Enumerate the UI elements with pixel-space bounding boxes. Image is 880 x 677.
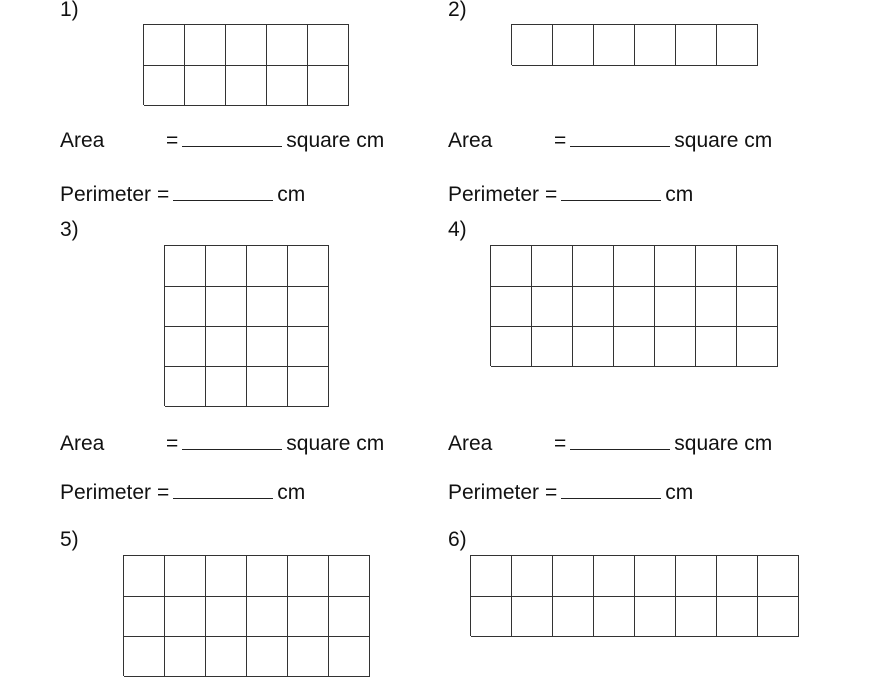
grid-cell <box>165 636 206 677</box>
grid-cell <box>655 326 696 367</box>
grid-cell <box>696 286 737 327</box>
grid-cell <box>206 596 247 637</box>
grid-cell <box>124 636 165 677</box>
grid-cell <box>655 286 696 327</box>
grid-cell <box>553 556 594 597</box>
area-line-4 <box>448 431 772 456</box>
grid-cell <box>676 556 717 597</box>
equals-sign: = <box>554 432 567 455</box>
perimeter-unit: cm <box>665 481 694 504</box>
grid-cell <box>532 286 573 327</box>
grid-cell <box>288 596 329 637</box>
perimeter-answer-blank[interactable] <box>561 182 661 201</box>
grid-cell <box>635 25 676 66</box>
grid-problem-1 <box>143 24 349 105</box>
grid-cell <box>553 596 594 637</box>
grid-cell <box>308 65 349 106</box>
grid-cell <box>491 286 532 327</box>
grid-cell <box>144 25 185 66</box>
problem-number-1: 1) <box>60 0 79 21</box>
grid-cell <box>614 246 655 287</box>
area-label: Area <box>60 432 105 455</box>
grid-cell <box>185 25 226 66</box>
grid-cell <box>267 25 308 66</box>
grid-cell <box>247 286 288 327</box>
perimeter-line-1 <box>60 182 305 207</box>
area-unit: square cm <box>286 432 385 455</box>
grid-cell <box>471 556 512 597</box>
area-answer-blank[interactable] <box>570 128 670 147</box>
grid-cell <box>165 366 206 407</box>
area-unit: square cm <box>286 129 385 152</box>
grid-cell <box>124 556 165 597</box>
area-unit: square cm <box>674 129 773 152</box>
grid-cell <box>165 596 206 637</box>
area-line-1 <box>60 128 384 153</box>
grid-cell <box>206 326 247 367</box>
grid-cell <box>329 556 370 597</box>
grid-problem-5 <box>123 555 370 676</box>
grid-cell <box>758 556 799 597</box>
equals-sign: = <box>545 183 558 206</box>
grid-cell <box>737 326 778 367</box>
grid-cell <box>288 366 329 407</box>
grid-cell <box>206 286 247 327</box>
perimeter-label: Perimeter <box>448 183 540 206</box>
grid-cell <box>124 596 165 637</box>
grid-cell <box>573 326 614 367</box>
area-label: Area <box>60 129 105 152</box>
grid-cell <box>165 556 206 597</box>
perimeter-unit: cm <box>277 481 306 504</box>
grid-cell <box>717 596 758 637</box>
grid-cell <box>247 556 288 597</box>
equals-sign: = <box>157 481 170 504</box>
grid-cell <box>288 286 329 327</box>
grid-cell <box>288 326 329 367</box>
grid-cell <box>308 25 349 66</box>
grid-problem-3 <box>164 245 329 406</box>
grid-cell <box>737 286 778 327</box>
area-answer-blank[interactable] <box>570 431 670 450</box>
perimeter-unit: cm <box>277 183 306 206</box>
grid-cell <box>206 636 247 677</box>
grid-cell <box>165 286 206 327</box>
area-answer-blank[interactable] <box>182 128 282 147</box>
problem-number-3: 3) <box>60 218 79 241</box>
area-line-2 <box>448 128 772 153</box>
area-label: Area <box>448 432 493 455</box>
grid-cell <box>288 246 329 287</box>
grid-cell <box>594 25 635 66</box>
problem-number-6: 6) <box>448 528 467 551</box>
grid-cell <box>512 596 553 637</box>
grid-cell <box>491 246 532 287</box>
grid-cell <box>288 556 329 597</box>
area-label: Area <box>448 129 493 152</box>
grid-cell <box>471 596 512 637</box>
grid-cell <box>594 596 635 637</box>
perimeter-label: Perimeter <box>60 183 152 206</box>
problem-number-5: 5) <box>60 528 79 551</box>
grid-cell <box>206 556 247 597</box>
grid-cell <box>696 246 737 287</box>
area-line-3 <box>60 431 384 456</box>
grid-cell <box>247 636 288 677</box>
grid-cell <box>532 246 573 287</box>
grid-cell <box>717 556 758 597</box>
grid-cell <box>758 596 799 637</box>
grid-cell <box>553 25 594 66</box>
grid-cell <box>165 326 206 367</box>
grid-cell <box>737 246 778 287</box>
perimeter-line-2 <box>448 182 693 207</box>
grid-cell <box>676 596 717 637</box>
perimeter-label: Perimeter <box>60 481 152 504</box>
grid-cell <box>226 25 267 66</box>
perimeter-answer-blank[interactable] <box>173 182 273 201</box>
grid-cell <box>247 326 288 367</box>
equals-sign: = <box>157 183 170 206</box>
grid-cell <box>206 366 247 407</box>
grid-cell <box>185 65 226 106</box>
equals-sign: = <box>554 129 567 152</box>
grid-cell <box>165 246 206 287</box>
grid-cell <box>614 326 655 367</box>
grid-cell <box>206 246 247 287</box>
perimeter-line-3 <box>60 480 305 505</box>
perimeter-answer-blank[interactable] <box>173 480 273 499</box>
grid-cell <box>594 556 635 597</box>
grid-problem-2 <box>511 24 758 65</box>
area-unit: square cm <box>674 432 773 455</box>
grid-cell <box>144 65 185 106</box>
grid-problem-4 <box>490 245 778 366</box>
grid-cell <box>329 596 370 637</box>
equals-sign: = <box>166 432 179 455</box>
problem-number-4: 4) <box>448 218 467 241</box>
grid-problem-6 <box>470 555 799 636</box>
grid-cell <box>655 246 696 287</box>
grid-cell <box>267 65 308 106</box>
grid-cell <box>247 596 288 637</box>
grid-cell <box>573 246 614 287</box>
grid-cell <box>491 326 532 367</box>
perimeter-line-4 <box>448 480 693 505</box>
grid-cell <box>247 366 288 407</box>
grid-cell <box>247 246 288 287</box>
area-answer-blank[interactable] <box>182 431 282 450</box>
grid-cell <box>614 286 655 327</box>
grid-cell <box>696 326 737 367</box>
grid-cell <box>717 25 758 66</box>
grid-cell <box>512 25 553 66</box>
grid-cell <box>329 636 370 677</box>
problem-number-2: 2) <box>448 0 467 21</box>
perimeter-unit: cm <box>665 183 694 206</box>
grid-cell <box>573 286 614 327</box>
equals-sign: = <box>545 481 558 504</box>
grid-cell <box>512 556 553 597</box>
equals-sign: = <box>166 129 179 152</box>
perimeter-answer-blank[interactable] <box>561 480 661 499</box>
grid-cell <box>532 326 573 367</box>
perimeter-label: Perimeter <box>448 481 540 504</box>
grid-cell <box>226 65 267 106</box>
grid-cell <box>635 596 676 637</box>
grid-cell <box>288 636 329 677</box>
grid-cell <box>676 25 717 66</box>
grid-cell <box>635 556 676 597</box>
